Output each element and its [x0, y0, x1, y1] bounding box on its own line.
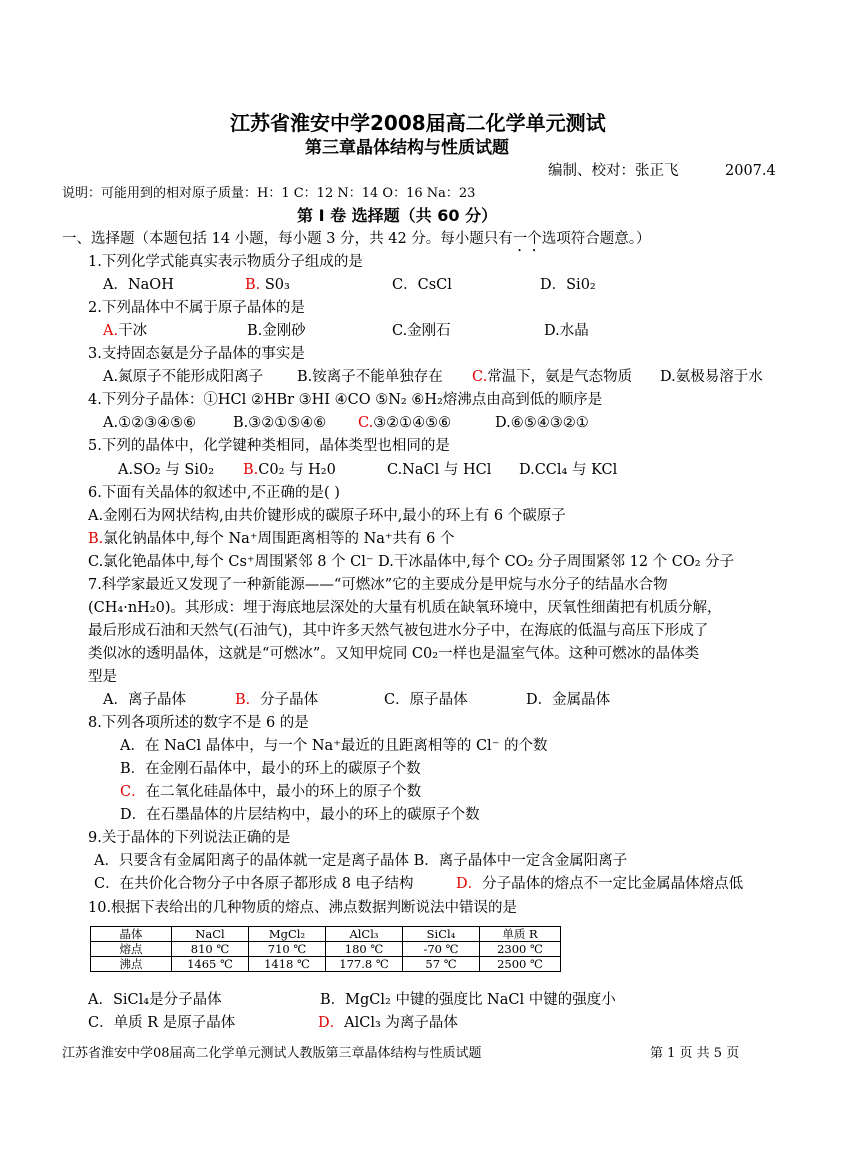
- table-cell: 2300 ℃: [480, 942, 561, 957]
- q2-option-a-text: 干冰: [118, 323, 148, 339]
- q9-option-c: C．在共价化合物分子中各原子都形成 8 电子结构: [94, 876, 414, 892]
- answer-mark: C.: [358, 415, 374, 431]
- answer-mark: B.: [245, 277, 261, 293]
- page-subtitle: 第三章晶体结构与性质试题: [305, 138, 509, 158]
- q1-stem: 1.下列化学式能真实表示物质分子组成的是: [88, 254, 363, 270]
- q1-option-a: A．NaOH: [103, 277, 174, 293]
- table-header-row: [91, 927, 561, 942]
- q6-option-b: [88, 529, 455, 549]
- q2-option-a: [103, 321, 147, 341]
- q8-option-d: D．在石墨晶体的片层结构中，最小的环上的碳原子个数: [120, 807, 480, 823]
- q7-option-c: C．原子晶体: [384, 692, 468, 708]
- q7-option-d: D．金属晶体: [526, 692, 611, 708]
- q10-option-a: A．SiCl₄是分子晶体: [88, 992, 222, 1008]
- q8-option-b: B．在金刚石晶体中，最小的环上的碳原子个数: [120, 761, 421, 777]
- q6-option-b-text: 氯化钠晶体中,每个 Na⁺周围距离相等的 Na⁺共有 6 个: [103, 531, 455, 547]
- footer-page: 第 1 页 共 5 页: [650, 1046, 740, 1061]
- editor-label: 编制、校对：: [548, 163, 635, 179]
- part-intro-emph: 一个: [512, 231, 542, 247]
- answer-mark: D．: [318, 1015, 345, 1031]
- q9-option-d: [456, 874, 743, 894]
- q5-option-d: D.CCl₄ 与 KCl: [519, 462, 618, 478]
- q6-option-cd: C.氯化铯晶体中,每个 Cs⁺周围紧邻 8 个 Cl⁻ D.干冰晶体中,每个 CO₂ 分子周围紧邻 12 个 CO₂ 分子: [88, 554, 735, 570]
- q8-option-c: [120, 782, 421, 802]
- part-intro-post: 选项符合题意。）: [541, 231, 651, 247]
- answer-mark: A.: [103, 323, 119, 339]
- q7-option-b: [235, 690, 318, 710]
- q1-option-d: D．Si0₂: [540, 277, 596, 293]
- q2-option-b: B.金刚砂: [247, 323, 306, 339]
- q7-line: 型是: [88, 669, 117, 685]
- q10-option-d: [318, 1013, 458, 1033]
- q5-option-b: [243, 460, 336, 480]
- q1-option-b-text: S0₃: [264, 277, 290, 293]
- q10-option-d-text: AlCl₃ 为离子晶体: [344, 1015, 458, 1031]
- q1-option-b: [245, 275, 290, 295]
- answer-mark: C.: [472, 369, 488, 385]
- answer-mark: B．: [235, 692, 261, 708]
- q3-stem: 3.支持固态氨是分子晶体的事实是: [88, 346, 305, 362]
- q10-stem: 10.根据下表给出的几种物质的熔点、沸点数据判断说法中错误的是: [88, 900, 518, 916]
- q8-option-a: A．在 NaCl 晶体中，与一个 Na⁺最近的且距离相等的 Cl⁻ 的个数: [120, 738, 548, 754]
- q5-option-c: C.NaCl 与 HCl: [387, 462, 492, 478]
- date: 2007.4: [725, 163, 776, 179]
- q3-option-c: [472, 367, 632, 387]
- q3-option-c-text: 常温下，氨是气态物质: [487, 369, 633, 385]
- page-title: 江苏省淮安中学2008届高二化学单元测试: [230, 111, 606, 135]
- q6-stem: 6.下面有关晶体的叙述中,不正确的是( ): [88, 485, 340, 501]
- q8-option-c-text: 在二氧化硅晶体中，最小的环上的原子个数: [145, 784, 422, 800]
- answer-mark: B.: [243, 462, 259, 478]
- q7-line: (CH₄·nH₂0)。其形成：埋于海底地层深处的大量有机质在缺氧环境中，厌氧性细菌把有机质分解，: [88, 600, 722, 616]
- q4-option-b: B.③②①⑤④⑥: [233, 415, 327, 431]
- answer-mark: B.: [88, 531, 104, 547]
- q1-option-c: C．CsCl: [392, 277, 452, 293]
- q3-option-d: D.氨极易溶于水: [660, 369, 763, 385]
- table-cell: 57 ℃: [403, 957, 480, 972]
- q5-option-b-text: C0₂ 与 H₂0: [258, 462, 336, 478]
- table-cell: 810 ℃: [172, 942, 249, 957]
- table-cell: 1465 ℃: [172, 957, 249, 972]
- q6-option-a: A.金刚石为网状结构,由共价键形成的碳原子环中,最小的环上有 6 个碳原子: [88, 508, 566, 524]
- q7-line: 7.科学家最近又发现了一种新能源——“可燃冰”它的主要成分是甲烷与水分子的结晶水合物: [88, 577, 668, 593]
- q2-stem: 2.下列晶体中不属于原子晶体的是: [88, 300, 305, 316]
- q7-option-b-text: 分子晶体: [260, 692, 319, 708]
- table-row: [91, 942, 561, 957]
- table-cell: 沸点: [91, 957, 172, 972]
- q2-option-c: C.金刚石: [392, 323, 451, 339]
- answer-mark: D．: [456, 876, 483, 892]
- table-cell: AlCl₃: [326, 927, 403, 942]
- q10-option-b: B．MgCl₂ 中键的强度比 NaCl 中键的强度小: [320, 992, 616, 1008]
- note: 说明：可能用到的相对原子质量：H：1 C：12 N：14 O：16 Na：23: [62, 186, 476, 201]
- table-cell: 177.8 ℃: [326, 957, 403, 972]
- q4-stem: 4.下列分子晶体：①HCl ②HBr ③HI ④CO ⑤N₂ ⑥H₂熔沸点由高到低的顺序是: [88, 392, 603, 408]
- table-row: [91, 957, 561, 972]
- section-heading: 第 I 卷 选择题（共 60 分）: [297, 206, 498, 225]
- answer-mark: C．: [120, 784, 146, 800]
- editor-name: 张正飞: [635, 163, 679, 179]
- q4-option-d: D.⑥⑤④③②①: [495, 415, 589, 431]
- table-cell: 单质 R: [480, 927, 561, 942]
- q4-option-a: A.①②③④⑤⑥: [103, 415, 197, 431]
- editor-line: [548, 161, 679, 181]
- data-table: [90, 926, 561, 972]
- q8-stem: 8.下列各项所述的数字不是 6 的是: [88, 715, 309, 731]
- table-cell: -70 ℃: [403, 942, 480, 957]
- table-cell: SiCl₄: [403, 927, 480, 942]
- table-cell: 710 ℃: [249, 942, 326, 957]
- q4-option-c: [358, 413, 451, 433]
- q3-option-a: A.氮原子不能形成阳离子: [103, 369, 264, 385]
- q7-line: 最后形成石油和天然气(石油气)，其中许多天然气被包进水分子中，在海底的低温与高压下形成了: [88, 623, 709, 639]
- table-cell: 180 ℃: [326, 942, 403, 957]
- q9-stem: 9.关于晶体的下列说法正确的是: [88, 830, 291, 846]
- q7-option-a: A．离子晶体: [103, 692, 186, 708]
- table-cell: 晶体: [91, 927, 172, 942]
- q2-option-d: D.水晶: [544, 323, 589, 339]
- q4-option-c-text: ③②①④⑤⑥: [373, 415, 452, 431]
- q5-option-a: A.SO₂ 与 Si0₂: [118, 462, 215, 478]
- table-cell: NaCl: [172, 927, 249, 942]
- q3-option-b: B.铵离子不能单独存在: [297, 369, 443, 385]
- q9-option-ab: A．只要含有金属阳离子的晶体就一定是离子晶体 B．离子晶体中一定含金属阳离子: [94, 853, 628, 869]
- q5-stem: 5.下列的晶体中，化学键种类相同，晶体类型也相同的是: [88, 438, 450, 454]
- table-cell: 1418 ℃: [249, 957, 326, 972]
- table-cell: 2500 ℃: [480, 957, 561, 972]
- q9-option-d-text: 分子晶体的熔点不一定比金属晶体熔点低: [482, 876, 744, 892]
- table-cell: 熔点: [91, 942, 172, 957]
- q7-line: 类似冰的透明晶体，这就是“可燃冰”。又知甲烷同 C0₂一样也是温室气体。这种可燃冰的晶体类: [88, 646, 700, 662]
- table-cell: MgCl₂: [249, 927, 326, 942]
- footer-left: 江苏省淮安中学08届高二化学单元测试人教版第三章晶体结构与性质试题: [62, 1046, 482, 1061]
- part-intro-pre: 一、选择题（本题包括 14 小题，每小题 3 分，共 42 分。每小题只有: [62, 231, 513, 247]
- q10-option-c: C．单质 R 是原子晶体: [88, 1015, 236, 1031]
